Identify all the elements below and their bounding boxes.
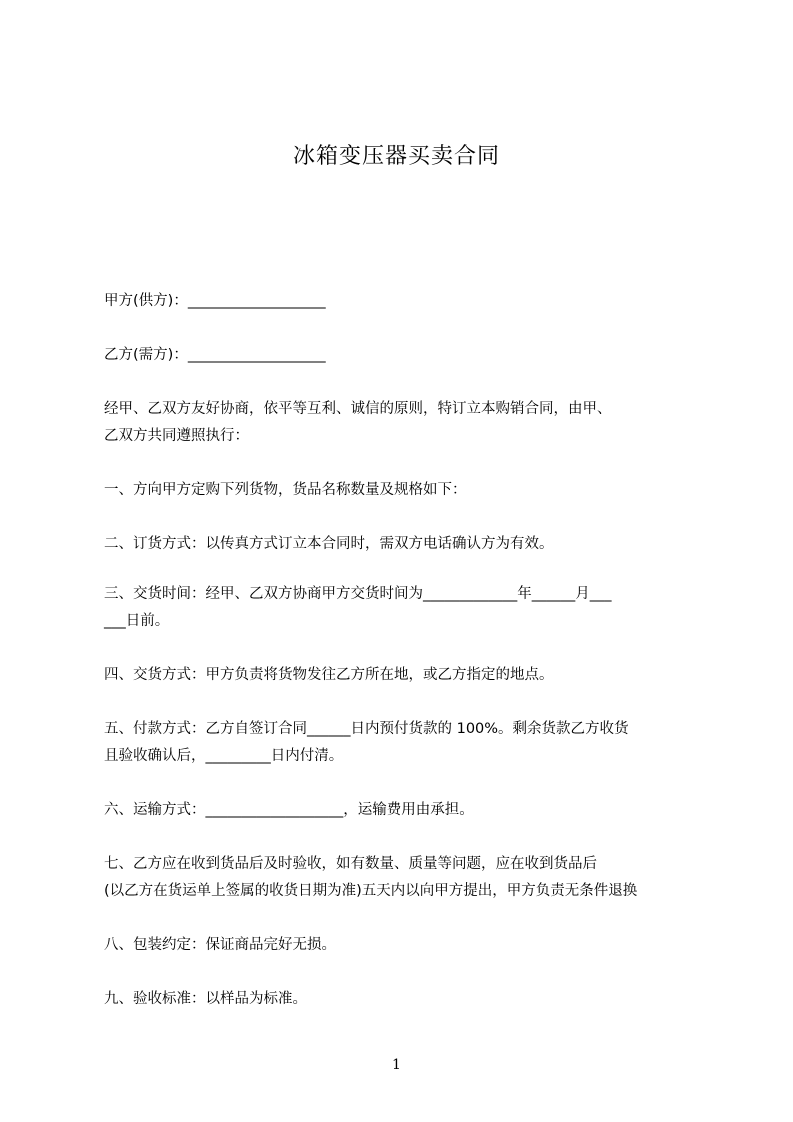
clause-3-line-2: ___日前。 — [104, 613, 170, 629]
clause-2: 二、订货方式：以传真方式订立本合同时，需双方电话确认方为有效。 — [104, 536, 554, 552]
clause-1: 一、方向甲方定购下列货物，货品名称数量及规格如下： — [104, 482, 467, 498]
clause-7-line-1: 七、乙方应在收到货品后及时验收，如有数量、质量等问题，应在收到货品后 — [104, 856, 597, 872]
clause-5-line-2: 且验收确认后，_________日内付清。 — [104, 748, 344, 764]
clause-9: 九、验收标准：以样品为标准。 — [104, 991, 307, 1007]
clause-4: 四、交货方式：甲方负责将货物发往乙方所在地，或乙方指定的地点。 — [104, 667, 554, 683]
party-a-line: 甲方(供方)：___________________ — [104, 293, 326, 309]
page-number: 1 — [392, 1057, 401, 1073]
contract-title: 冰箱变压器买卖合同 — [292, 144, 500, 169]
preamble-line-2: 乙双方共同遵照执行： — [104, 428, 249, 444]
party-b-line: 乙方(需方)：___________________ — [104, 347, 326, 363]
clause-6: 六、运输方式：___________________，运输费用由承担。 — [104, 802, 474, 818]
clause-5-line-1: 五、付款方式：乙方自签订合同______日内预付货款的 100%。剩余货款乙方收货 — [104, 721, 629, 737]
clause-8: 八、包装约定：保证商品完好无损。 — [104, 937, 336, 953]
clause-3-line-1: 三、交货时间：经甲、乙双方协商甲方交货时间为_____________年______月___ — [104, 586, 612, 602]
preamble-line-1: 经甲、乙双方友好协商，依平等互利、诚信的原则，特订立本购销合同，由甲、 — [104, 401, 612, 417]
clause-7-line-2: (以乙方在货运单上签属的收货日期为准)五天内以向甲方提出，甲方负责无条件退换 — [104, 883, 638, 899]
